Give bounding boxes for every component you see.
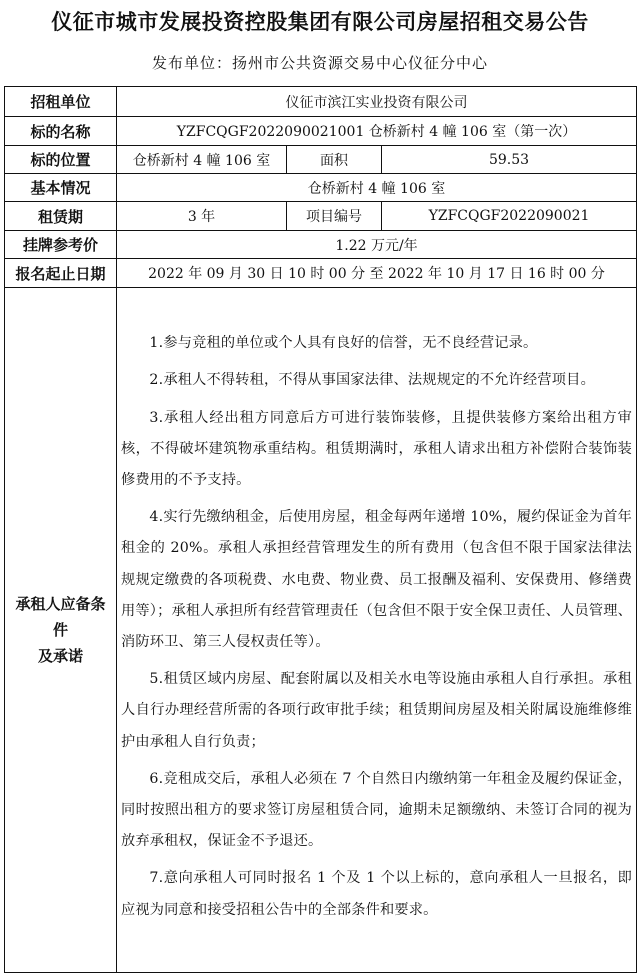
- publisher-line: 发布单位：扬州市公共资源交易中心仪征分中心: [151, 54, 488, 72]
- conditions-label-line2: 及承诺: [37, 647, 83, 665]
- row-tenderer: [5, 87, 637, 117]
- row-reference-price: [5, 231, 637, 259]
- project-no-label: 项目编号: [287, 202, 382, 231]
- conditions-label-line1: 承租人应备条件: [15, 595, 106, 639]
- lot-name-value: YZFCQGF2022090021001 仓桥新村 4 幢 106 室（第一次）: [117, 117, 637, 146]
- clause-item: 3.承租人经出租方同意后方可进行装饰装修，且提供装修方案给出租方审核，不得破坏建筑物承重结构。租赁期满时，承租人请求出租方补偿附合装饰装修费用的不予支持。: [121, 409, 633, 488]
- registration-value: 2022 年 09 月 30 日 10 时 00 分 至 2022 年 10 月 17 日 16 时 00 分: [117, 259, 637, 288]
- project-no-value: YZFCQGF2022090021: [382, 202, 637, 231]
- area-value: 59.53: [382, 146, 637, 174]
- clause-item: 6.竞租成交后，承租人必须在 7 个自然日内缴纳第一年租金及履约保证金，同时按照出租方的要求签订房屋租赁合同，逾期未足额缴纳、未签订合同的视为放弃承租权，保证金不予退还。: [121, 770, 633, 850]
- conditions-label: [5, 288, 117, 973]
- tenderer-label: 招租单位: [5, 87, 117, 117]
- clause-item: 4.实行先缴纳租金，后使用房屋，租金每两年递增 10%，履约保证金为首年租金的 20%。承租人承担经营管理发生的所有费用（包含但不限于国家法律法规规定缴费的各项税费、水电费、物业费、员工报酬及福利、安保费用、修缮费用等）；承租人承担所有经营管理责任（包含但不限于安全保卫责任、人员管理、消防环卫、第三人侵权责任等）。: [121, 509, 633, 650]
- reference-price-label: 挂牌参考价: [5, 231, 117, 259]
- conditions-clauses: [117, 288, 637, 973]
- area-label: 面积: [287, 146, 382, 174]
- row-lot-name: [5, 117, 637, 146]
- row-location: [5, 146, 637, 174]
- clause-item: 5.租赁区域内房屋、配套附属以及相关水电等设施由承租人自行承担。承租人自行办理经营所需的各项行政审批手续；租赁期间房屋及相关附属设施维修维护由承租人自行负责；: [121, 671, 633, 750]
- registration-label: 报名起止日期: [5, 259, 117, 288]
- notice-table: [4, 86, 637, 973]
- row-conditions: [5, 288, 637, 973]
- clause-item: 1.参与竞租的单位或个人具有良好的信誉，无不良经营记录。: [149, 335, 538, 352]
- basics-label: 基本情况: [5, 174, 117, 202]
- term-value: 3 年: [117, 202, 287, 231]
- term-label: 租赁期: [5, 202, 117, 231]
- notice-title: 仪征市城市发展投资控股集团有限公司房屋招租交易公告: [51, 10, 589, 34]
- clause-item: 7.意向承租人可同时报名 1 个及 1 个以上标的，意向承租人一旦报名，即应视为同意和接受招租公告中的全部条件和要求。: [121, 870, 633, 918]
- location-value: 仓桥新村 4 幢 106 室: [117, 146, 287, 174]
- lot-name-label: 标的名称: [5, 117, 117, 146]
- clause-item: 2.承租人不得转租，不得从事国家法律、法规规定的不允许经营项目。: [149, 372, 595, 389]
- basics-value: 仓桥新村 4 幢 106 室: [117, 174, 637, 202]
- reference-price-value: 1.22 万元/年: [117, 231, 637, 259]
- tenderer-value: 仪征市滨江实业投资有限公司: [117, 87, 637, 117]
- row-basics: [5, 174, 637, 202]
- row-registration: [5, 259, 637, 288]
- location-label: 标的位置: [5, 146, 117, 174]
- row-term: [5, 202, 637, 231]
